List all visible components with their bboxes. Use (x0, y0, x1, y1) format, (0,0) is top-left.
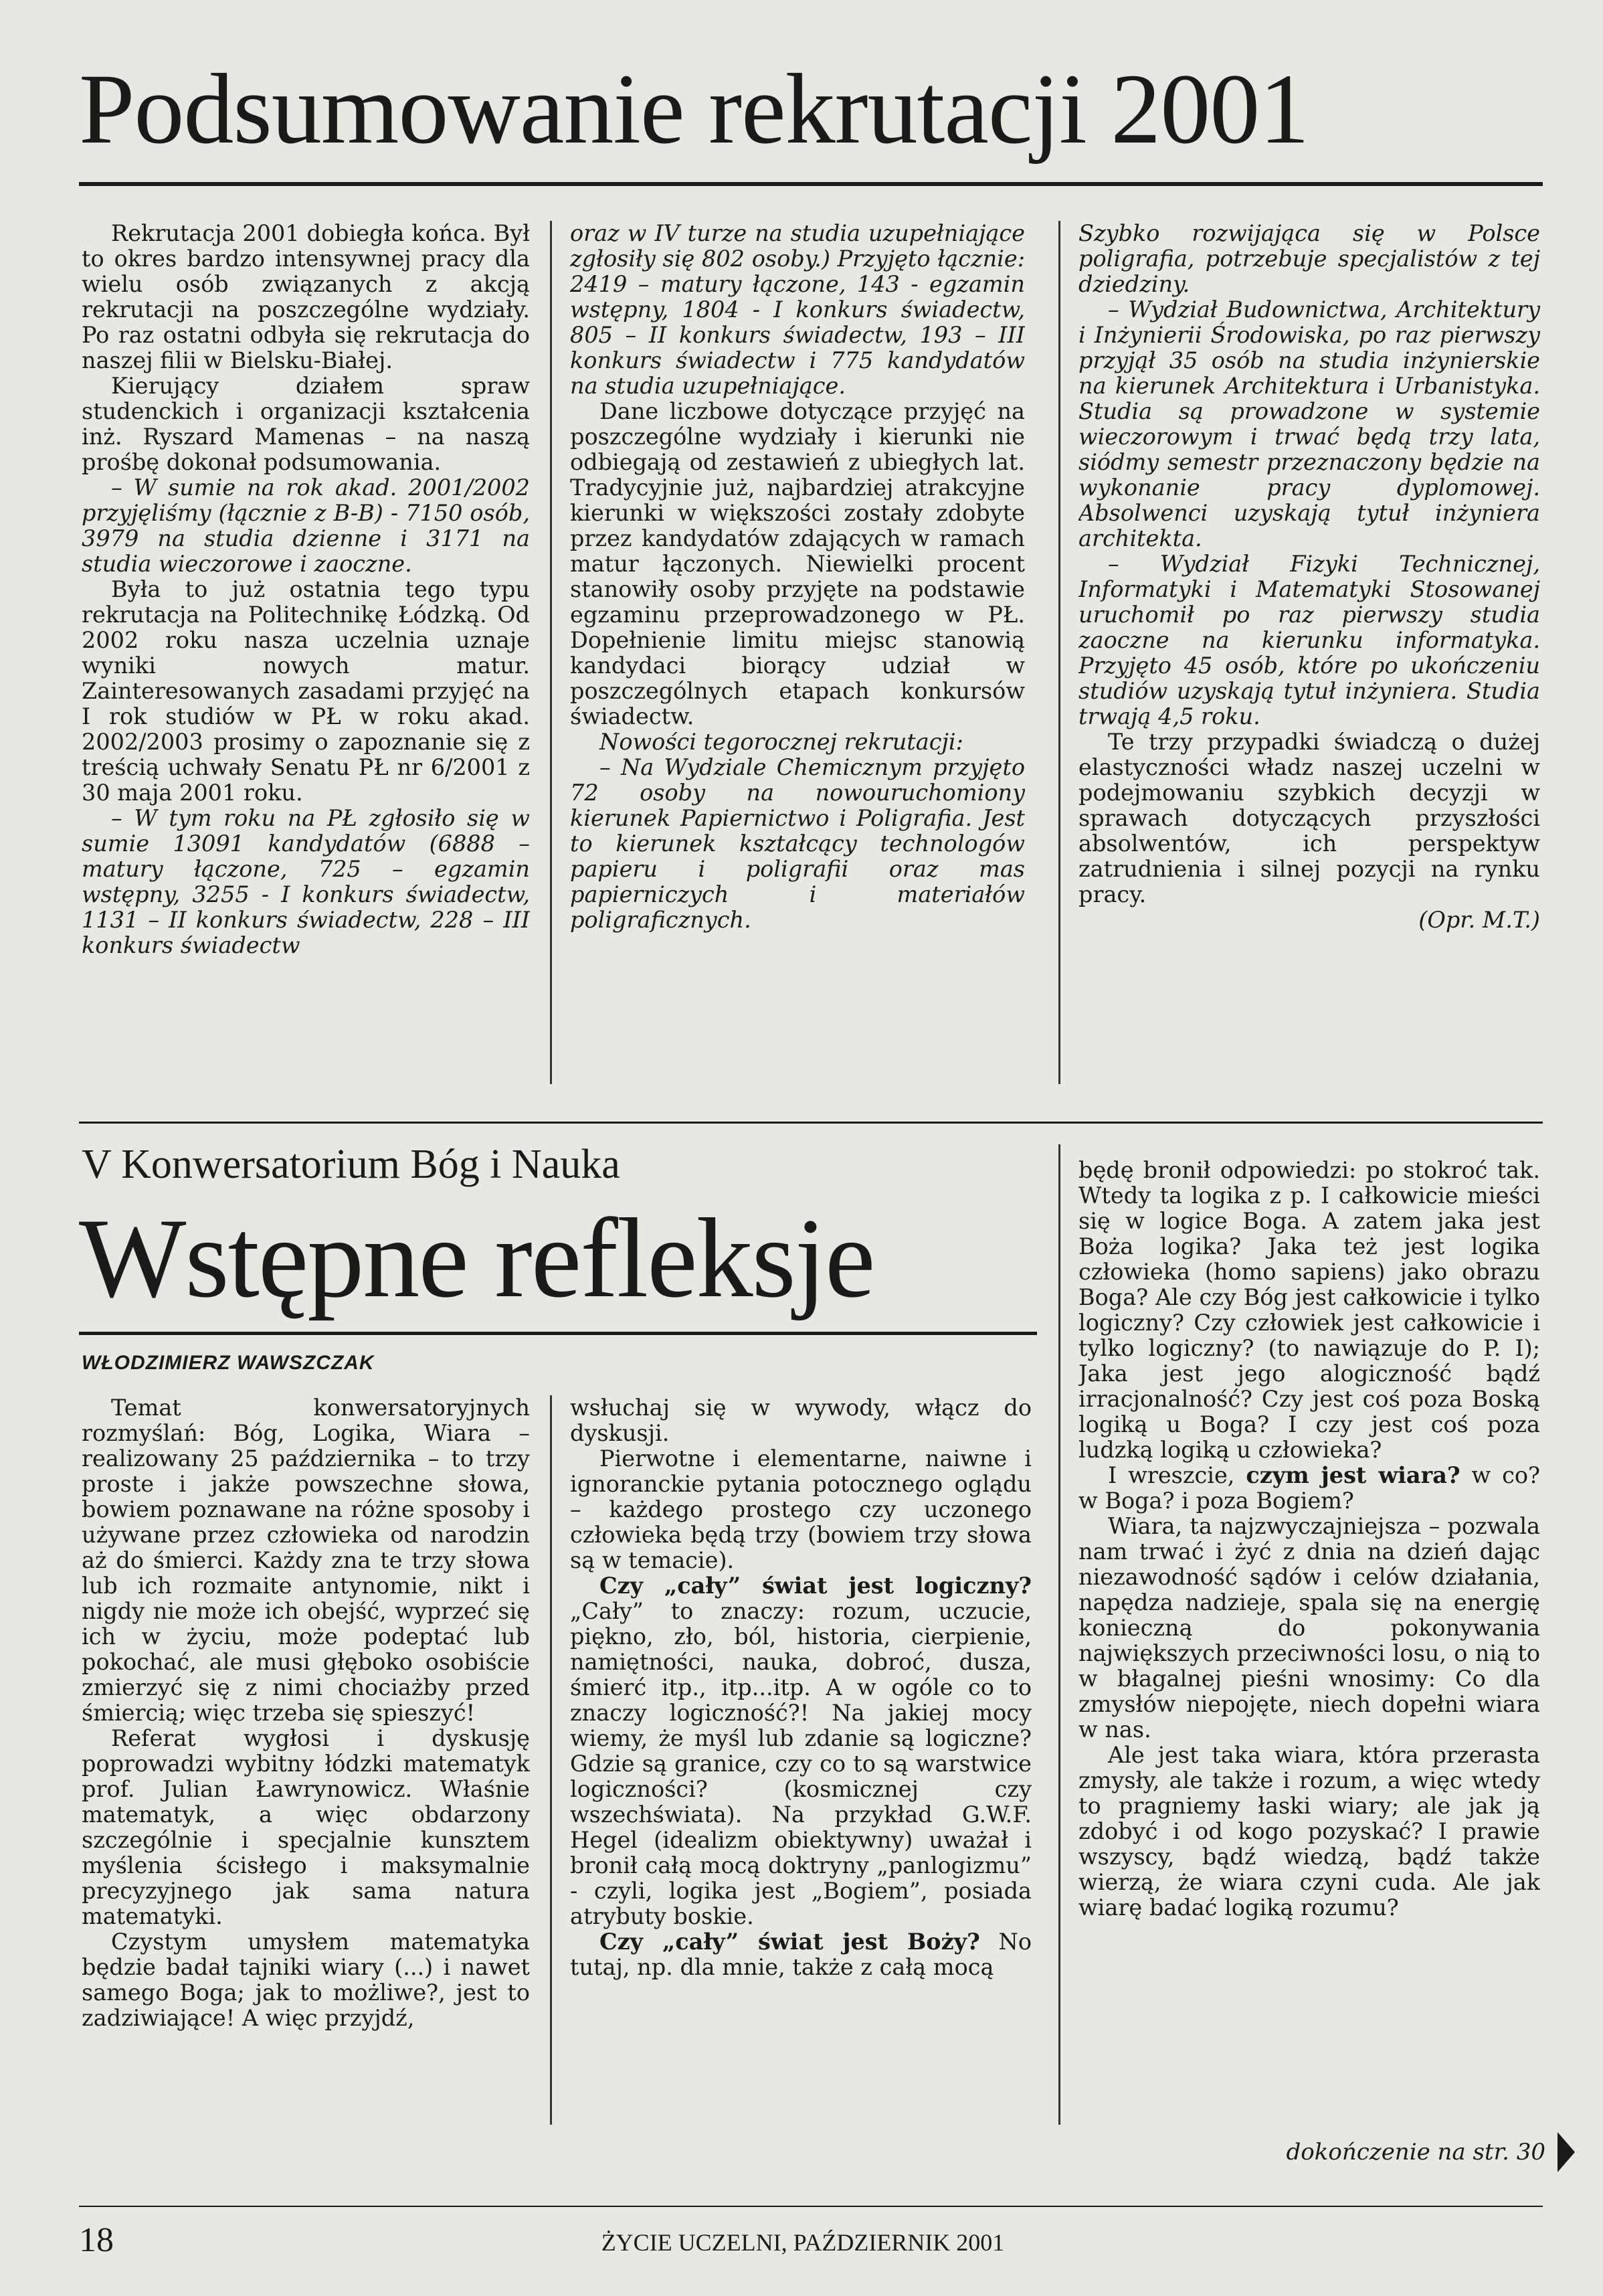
continued-note: dokończenie na str. 30 (1286, 2139, 1545, 2166)
paragraph-quote: – Wydział Budownictwa, Architektury i Inżynierii Środowiska, po raz pierwszy przyjął 35 osób na studia inżynierskie na kierunek Architektura i Urbanistyka. Studia są prowadzone w systemie wieczorowym i trwać będą trzy lata, siódmy semestr przeznaczony będzie na wykonanie pracy dyplomowej. Absolwenci uzyskają tytuł inżyniera architekta. (1078, 296, 1540, 551)
article1-column-2 (570, 221, 1025, 1084)
paragraph: Czystym umysłem matematyka będzie badał tajniki wiary (...) i nawet samego Boga; jak to możliwe?, jest to zadziwiające! A więc przyjdź, (82, 1929, 530, 2031)
subheading: Nowości tegorocznej rekrutacji: (599, 729, 963, 755)
column-divider (1058, 221, 1060, 1084)
paragraph-quote: oraz w IV turze na studia uzupełniające zgłosiły się 802 osoby.) Przyjęto łącznie: 2419 – matury łączone, 143 - egzamin wstępny, 1804 - I konkurs świadectw, 805 – II konkurs świadectw, 193 – III konkurs świadectw i 775 kandydatów na studia uzupełniające. (570, 221, 1025, 399)
paragraph-quote: Szybko rozwijająca się w Polsce poligrafia, potrzebuje specjalistów z tej dziedziny. (1078, 221, 1540, 297)
paragraph: Ale jest taka wiara, która przerasta zmysły, ale także i rozum, a więc wtedy to pragniemy łaski wiary; ale jak ją zdobyć i od kogo pozyskać? I prawie wszyscy, bądź wiedzą, bądź także wierzą, że wiara czyni cuda. Ale jak wiarę badać logiką rozumu? (1078, 1742, 1540, 1921)
paragraph: Była to już ostatnia tego typu rekrutacja na Politechnikę Łódzką. Od 2002 roku nasza uczelnia uznaje wyniki nowych matur. Zainteresowanych zasadami przyjęć na I rok studiów w PŁ w roku akad. 2002/2003 prosimy o zapoznanie się z treścią uchwały Senatu PŁ nr 6/2001 z 30 maja 2001 roku. (82, 576, 530, 806)
paragraph: Te trzy przypadki świadczą o dużej elastyczności władz naszej uczelni w podejmowaniu szybkich decyzji w sprawach dotyczących przyszłości absolwentów, ich perspektyw zatrudnienia i silnej pozycji na rynku pracy. (1078, 729, 1540, 907)
footer-rule (79, 2206, 1543, 2207)
article1-title: Podsumowanie rekrutacji 2001 (79, 54, 1309, 165)
paragraph: Pierwotne i elementarne, naiwne i ignoranckie pytania potocznego oglądu – każdego prostego czy uczonego człowieka będą trzy (bowiem trzy słowa są w temacie). (570, 1445, 1032, 1573)
article2-kicker: V Konwersatorium Bóg i Nauka (82, 1142, 620, 1187)
article2-column-3 (1078, 1158, 1540, 2108)
question-3-lead: I wreszcie, (1108, 1462, 1246, 1488)
signature: (Opr. M.T.) (1418, 907, 1540, 933)
question-3-text: w co? w Boga? i poza Bogiem? (1078, 1462, 1540, 1514)
paragraph-quote: – W sumie na rok akad. 2001/2002 przyjęliśmy (łącznie z B-B) - 7150 osób, 3979 na studia dzienne i 3171 na studia wieczorowe i zaoczne. (82, 474, 530, 577)
question-2-text: No tutaj, np. dla mnie, także z całą mocą (570, 1929, 1032, 1980)
article2-column-1 (82, 1395, 530, 2125)
article1-column-1 (82, 221, 530, 1084)
continued-arrow-icon (1558, 2132, 1575, 2172)
page-number: 18 (79, 2221, 114, 2259)
question-1-text: „Cały” to znaczy: rozum, uczucie, piękno, zło, ból, historia, cierpienie, namiętności, nauka, dobroć, dusza, śmierć itp., itp...itp. A w ogóle co to znaczy logiczność?! Na jakiej mocy wiemy, że myśl lub zdanie są logiczne? Gdzie są granice, czy co to są warstwice logiczności? (kosmicznej czy wszechświata). Na przykład G.W.F. Hegel (idealizm obiektywny) uważał i bronił całą mocą doktryny „panlogizmu” - czyli, logika jest „Bogiem”, posiada atrybuty boskie. (570, 1598, 1032, 1929)
paragraph-question-1 (570, 1573, 1032, 1929)
section-divider-rule (79, 1122, 1543, 1124)
paragraph: będę bronił odpowiedzi: po stokroć tak. Wtedy ta logika z p. I całkowicie mieści się w logice Boga. A zatem jaka jest Boża logika? Jaka też jest logika człowieka (homo sapiens) jako obrazu Boga? Ale czy Bóg jest całkowicie i tylko logiczny? Czy człowiek jest całkowicie i tylko logiczny? (to nawiązuje do P. I); Jaka jest jego alogiczność bądź irracjonalność? Czy jest coś poza Boską logiką u Boga? I czy jest coś poza ludzką logiką u człowieka? (1078, 1158, 1540, 1463)
paragraph-quote: – Wydział Fizyki Technicznej, Informatyki i Matematyki Stosowanej uruchomił po raz pierwszy studia zaoczne na kierunku informatyka. Przyjęto 45 osób, które po ukończeniu studiów uzyskają tytuł inżyniera. Studia trwają 4,5 roku. (1078, 551, 1540, 729)
paragraph-quote: – W tym roku na PŁ zgłosiło się w sumie 13091 kandydatów (6888 – matury łączone, 725 – egzamin wstępny, 3255 - I konkurs świadectw, 1131 – II konkurs świadectw, 228 – III konkurs świadectw (82, 805, 530, 958)
author-byline: WŁODZIMIERZ WAWSZCZAK (82, 1352, 375, 1374)
paragraph-question-2 (570, 1929, 1032, 1980)
question-1-heading: Czy „cały” świat jest logiczny? (599, 1573, 1032, 1599)
column-divider (550, 1395, 552, 2125)
paragraph: Referat wygłosi i dyskusję poprowadzi wybitny łódzki matematyk prof. Julian Ławrynowicz. Właśnie matematyk, a więc obdarzony szczególnie i specjalnie kunsztem myślenia ścisłego i maksymalnie precyzyjnego jak sama natura matematyki. (82, 1725, 530, 1929)
paragraph-question-3 (1078, 1463, 1540, 1514)
article2-column-2 (570, 1395, 1032, 2125)
paragraph: Dane liczbowe dotyczące przyjęć na poszczególne wydziały i kierunki nie odbiegają od zestawień z ubiegłych lat. Tradycyjnie już, najbardziej atrakcyjne kierunki w większości zostały zdobyte przez kandydatów zdających w ramach matur łączonych. Niewielki procent stanowiły osoby przyjęte na podstawie egzaminu przeprowadzonego w PŁ. Dopełnienie limitu miejsc stanowią kandydaci biorący udział w poszczególnych etapach konkursów świadectw. (570, 398, 1025, 729)
question-3-heading: czym jest wiara? (1246, 1462, 1460, 1488)
question-2-heading: Czy „cały” świat jest Boży? (599, 1929, 980, 1955)
article1-title-rule (79, 182, 1543, 186)
paragraph: wsłuchaj się w wywody, włącz do dyskusji. (570, 1395, 1032, 1446)
column-divider (550, 221, 552, 1084)
paragraph-quote: – Na Wydziale Chemicznym przyjęto 72 osoby na nowouruchomiony kierunek Papiernictwo i Poligrafia. Jest to kierunek kształcący technologów papieru i poligrafii oraz mas papierniczych i materiałów poligraficznych. (570, 754, 1025, 933)
paragraph: Rekrutacja 2001 dobiegła końca. Był to okres bardzo intensywnej pracy dla wielu osób związanych z akcją rekrutacji na poszczególne wydziały. Po raz ostatni odbyła się rekrutacja do naszej filii w Bielsku-Białej. (82, 221, 530, 373)
column-divider (1058, 1144, 1060, 2125)
article2-title-rule (79, 1332, 1037, 1335)
paragraph: Temat konwersatoryjnych rozmyślań: Bóg, Logika, Wiara – realizowany 25 października – to trzy proste i jakże powszechne słowa, bowiem poznawane na różne sposoby i używane przez człowieka od narodzin aż do śmierci. Każdy zna te trzy słowa lub ich rozmaite antynomie, nikt i nigdy nie może ich obejść, wyprzeć się ich w życiu, może podeptać lub pokochać, ale musi głęboko osobiście zmierzyć się z nimi chociażby przed śmiercią; więc trzeba się spieszyć! (82, 1395, 530, 1726)
article1-column-3 (1078, 221, 1540, 1118)
publication-footer: ŻYCIE UCZELNI, PAŹDZIERNIK 2001 (601, 2229, 1005, 2256)
paragraph: Kierujący działem spraw studenckich i organizacji kształcenia inż. Ryszard Mamenas – na naszą prośbę dokonał podsumowania. (82, 373, 530, 475)
paragraph: Wiara, ta najzwyczajniejsza – pozwala nam trwać i żyć z dnia na dzień dając niezawodność sądów i celów działania, napędza nadzieje, spala się na energię konieczną do pokonywania największych przeciwności losu, o nią to w błagalnej pieśni wnosimy: Co dla zmysłów niepojęte, niech dopełni wiara w nas. (1078, 1513, 1540, 1743)
article2-title: Wstępne refleksje (79, 1195, 874, 1321)
